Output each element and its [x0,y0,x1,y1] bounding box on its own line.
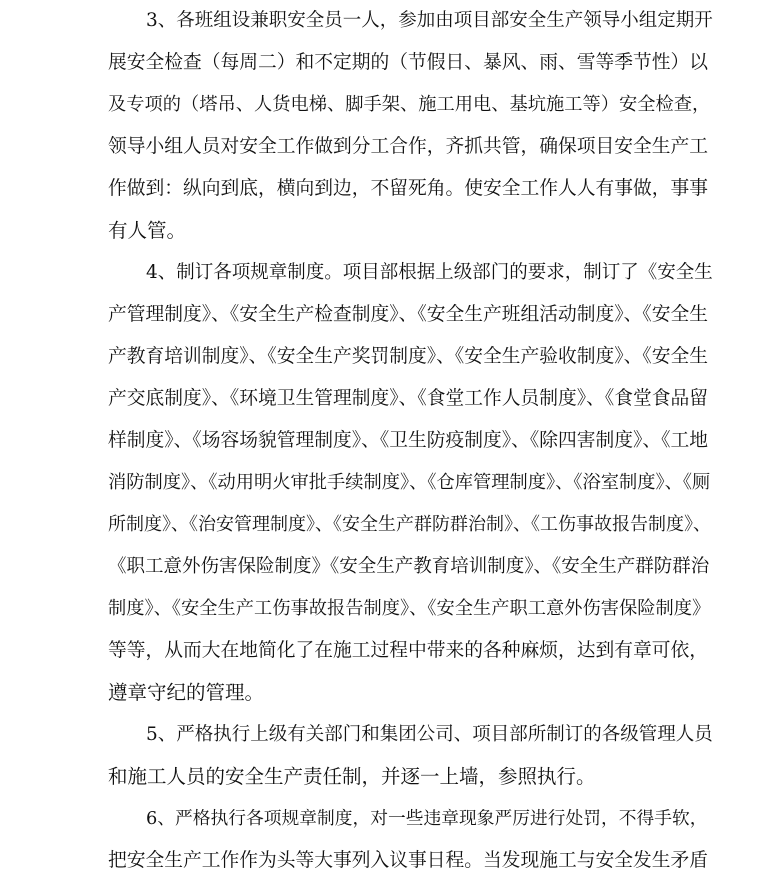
paragraph-3-line-6: 有人管。 [108,219,187,242]
paragraph-4-line-5: 样制度》、《场容场貌管理制度》、《卫生防疫制度》、《除四害制度》、《工地 [108,430,708,451]
paragraph-3-line-5: 作做到：纵向到底，横向到边，不留死角。使安全工作人人有事做，事事 [108,178,708,199]
paragraph-4-line-2: 产管理制度》、《安全生产检查制度》、《安全生产班组活动制度》、《安全生 [108,304,708,325]
paragraph-3-line-2: 展安全检查（每周二）和不定期的（节假日、暴风、雨、雪等季节性）以 [108,52,708,73]
paragraph-3-line-3: 及专项的（塔吊、人货电梯、脚手架、施工用电、基坑施工等）安全检查， [108,94,711,115]
paragraph-4-line-4: 产交底制度》、《环境卫生管理制度》、《食堂工作人员制度》、《食堂食品留 [108,388,708,409]
paragraph-5-line-2: 和施工人员的安全生产责任制，并逐一上墙，参照执行。 [108,765,596,788]
paragraph-4-line-9: 制度》、《安全生产工伤事故报告制度》、《安全生产职工意外伤害保险制度》 [108,598,711,619]
paragraph-6-line-1: 6、严格执行各项规章制度，对一些违章现象严厉进行处罚，不得手软， [146,809,708,829]
paragraph-3-line-1: 3、各班组设兼职安全员一人，参加由项目部安全生产领导小组定期开 [146,10,713,31]
paragraph-6-line-2: 把安全生产工作作为头等大事列入议事日程。当发现施工与安全发生矛盾 [108,850,708,871]
paragraph-5-line-1: 5、严格执行上级有关部门和集团公司、项目部所制订的各级管理人员 [146,724,713,745]
paragraph-4-line-7: 所制度》、《治安管理制度》、《安全生产群防群治制》、《工伤事故报告制度》、 [108,514,711,535]
paragraph-3-line-4: 领导小组人员对安全工作做到分工合作，齐抓共管，确保项目安全生产工 [108,136,708,157]
paragraph-4-line-3: 产教育培训制度》、《安全生产奖罚制度》、《安全生产验收制度》、《安全生 [108,346,708,367]
paragraph-4-line-11: 遵章守纪的管理。 [108,681,265,704]
paragraph-4-line-10: 等等，从而大在地简化了在施工过程中带来的各种麻烦，达到有章可依， [108,640,708,661]
paragraph-4-line-1: 4、制订各项规章制度。项目部根据上级部门的要求，制订了《安全生 [146,262,713,283]
paragraph-4-line-6: 消防制度》、《动用明火审批手续制度》、《仓库管理制度》、《浴室制度》、《厕 [108,472,711,493]
paragraph-4-line-8: 《职工意外伤害保险制度》《安全生产教育培训制度》、《安全生产群防群治 [108,556,710,577]
